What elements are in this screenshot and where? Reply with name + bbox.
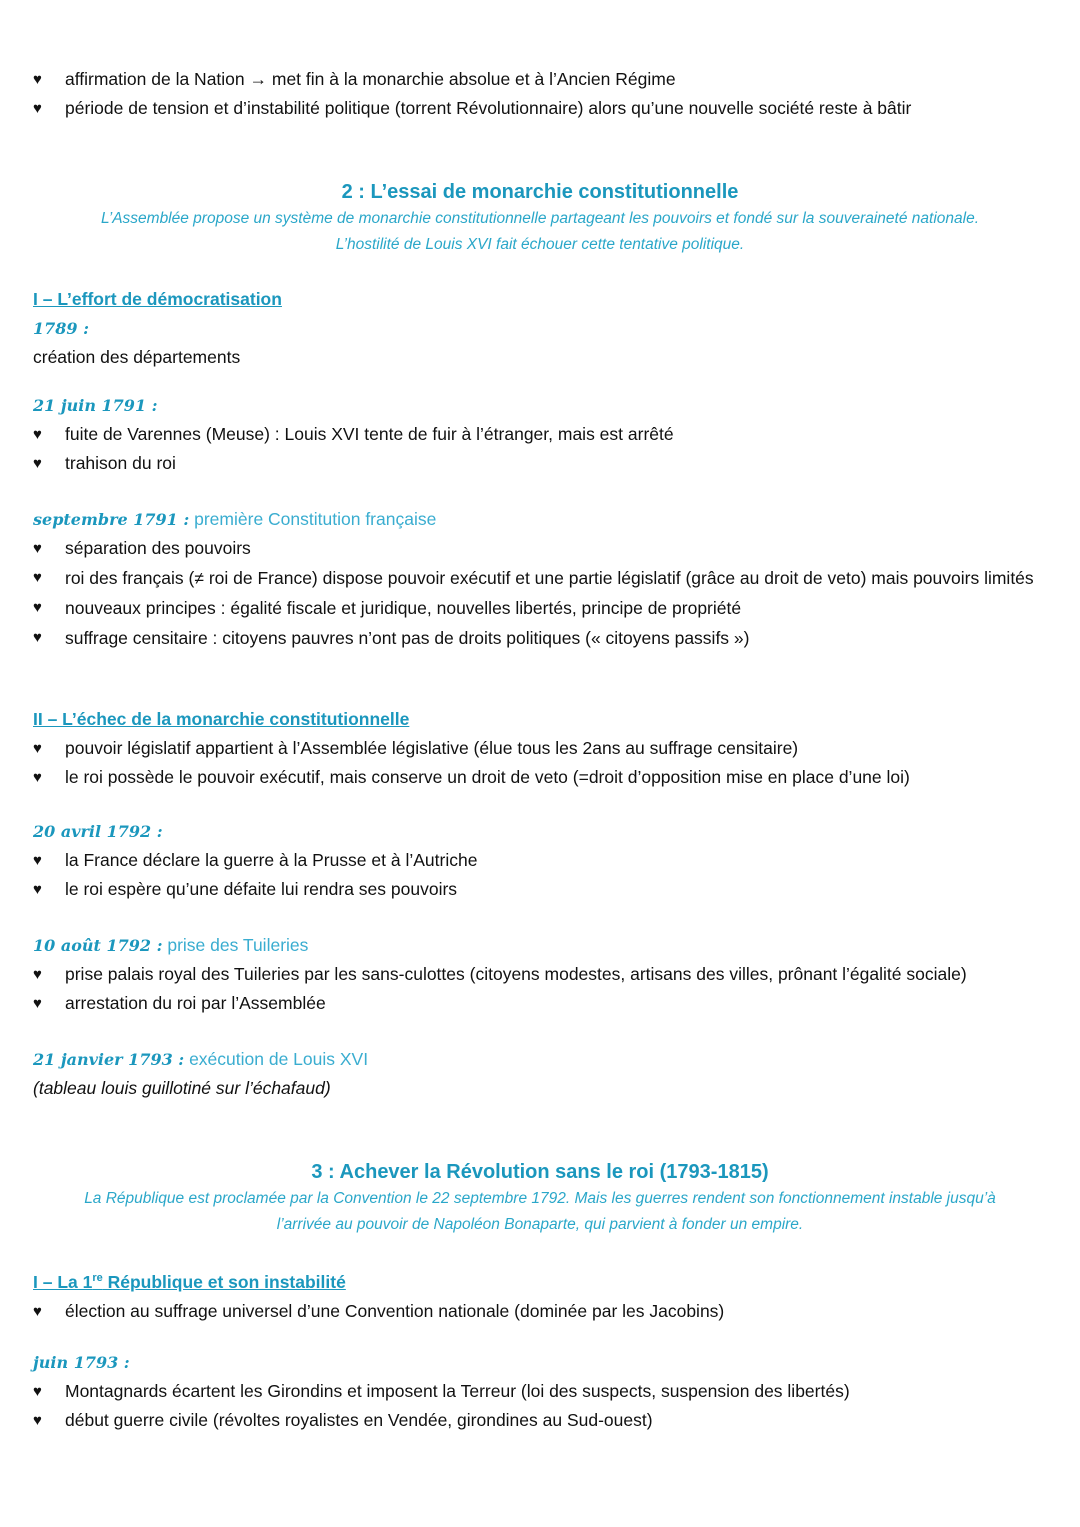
list-item [33,65,1040,94]
item-text: début guerre civile (révoltes royalistes en Vendée, girondines au Sud-ouest) [65,1410,653,1430]
heart-icon: ♥ [33,1383,42,1400]
list-item [33,420,1040,449]
date-block [33,1348,1040,1435]
item-text: arrestation du roi par l’Assemblée [65,993,326,1013]
heart-icon: ♥ [33,966,42,983]
item-text: roi des français (≠ roi de France) dispose pouvoir exécutif et une partie législatif (grâce au droit de veto) mais pouvoirs limités [65,568,1034,588]
list-item [33,1406,1040,1435]
date-label: 10 août 1792 : [33,936,163,955]
heart-icon: ♥ [33,881,42,898]
list-item [33,449,1040,478]
item-text: nouveaux principes : égalité fiscale et juridique, nouvelles libertés, principe de propriété [65,598,742,618]
title-sup: re [92,1272,103,1284]
item-text: affirmation de la Nation → met fin à la monarchie absolue et à l’Ancien Régime [65,69,676,89]
date-event: prise des Tuileries [167,935,309,955]
note: (tableau louis guillotiné sur l’échafaud) [33,1078,331,1098]
item-text: période de tension et d’instabilité politique (torrent Révolutionnaire) alors qu’une nouvelle société reste à bâtir [65,98,912,118]
date-block [33,391,1040,478]
date-block [33,931,1040,1018]
section-subtitle [30,1186,1050,1238]
list-item [33,534,1040,563]
title-part: I – La 1 [33,1271,93,1292]
subsection-title: I – L’effort de démocratisation [33,289,282,309]
list-item [33,1377,1040,1406]
item-text: le roi espère qu’une défaite lui rendra ses pouvoirs [65,879,458,899]
item-text: fuite de Varennes (Meuse) : Louis XVI tente de fuir à l’étranger, mais est arrêté [65,424,674,444]
subsection-title: II – L’échec de la monarchie constitutionnelle [33,709,410,729]
heart-icon: ♥ [33,740,42,757]
date-block [33,505,1040,653]
item-text: élection au suffrage universel d’une Convention nationale (dominée par les Jacobins) [65,1300,725,1321]
date-block [33,817,1040,904]
list-item [33,734,1040,763]
heart-icon: ♥ [33,569,42,586]
list-item [33,1297,1040,1326]
date-label: 1789 : [33,319,90,338]
date-label: 20 avril 1792 : [33,822,163,841]
subtitle-line: L’hostilité de Louis XVI fait échouer cette tentative politique. [335,236,745,253]
list-item [33,94,1040,123]
list-item [33,593,1040,623]
date-label: 21 juin 1791 : [33,396,158,415]
item-text: la France déclare la guerre à la Prusse et à l’Autriche [65,850,478,870]
date-event: première Constitution française [194,509,437,529]
date-event: exécution de Louis XVI [189,1049,369,1069]
heart-icon: ♥ [33,852,42,869]
date-block [33,1045,1040,1103]
date-label: juin 1793 : [33,1353,130,1372]
subsection [33,705,1040,792]
heart-icon: ♥ [33,540,42,557]
heart-icon: ♥ [33,455,42,472]
subtitle-line: l’arrivée au pouvoir de Napoléon Bonaparte, qui parvient à fonder un empire. [276,1216,804,1233]
section-title: 2 : L’essai de monarchie constitutionnelle [341,181,739,203]
list-item [33,846,1040,875]
heart-icon: ♥ [33,1302,42,1320]
intro-list [33,65,1040,123]
subtitle-line: L’Assemblée propose un système de monarchie constitutionnelle partageant les pouvoirs et fondé sur la souveraineté nationale. [100,210,979,227]
section-subtitle [0,206,1080,258]
heart-icon: ♥ [33,426,42,443]
date-label: septembre 1791 : [33,510,190,529]
subsection [33,1264,1040,1326]
item-text: trahison du roi [65,453,176,473]
item-text: Montagnards écartent les Girondins et imposent la Terreur (loi des suspects, suspension des libertés) [65,1381,850,1401]
list-item [33,763,1040,792]
heart-icon: ♥ [33,100,42,117]
date-label: 21 janvier 1793 : [33,1050,185,1069]
item-text: suffrage censitaire : citoyens pauvres n’ont pas de droits politiques (« citoyens passifs ») [65,628,750,648]
list-item [33,623,1040,653]
item-text: création des départements [33,347,241,367]
list-item [33,960,1040,989]
list-item [33,989,1040,1018]
item-text: prise palais royal des Tuileries par les sans-culottes (citoyens modestes, artisans des villes, prônant l’égalité sociale) [65,964,967,984]
subsection-title [33,1264,1040,1297]
heart-icon: ♥ [33,995,42,1012]
item-text: le roi possède le pouvoir exécutif, mais conserve un droit de veto (=droit d’opposition mise en place d’une loi) [65,767,910,787]
subsection [33,285,1040,372]
heart-icon: ♥ [33,71,42,88]
subtitle-line: La République est proclamée par la Convention le 22 septembre 1792. Mais les guerres rendent son fonctionnement instable jusqu’à [84,1190,996,1207]
item-text: pouvoir législatif appartient à l’Assemblée législative (élue tous les 2ans au suffrage censitaire) [65,738,799,758]
item-text: séparation des pouvoirs [65,538,251,558]
list-item [33,875,1040,904]
heart-icon: ♥ [33,1412,42,1429]
title-part: République et son instabilité [102,1271,346,1292]
heart-icon: ♥ [33,629,42,646]
heart-icon: ♥ [33,769,42,786]
heart-icon: ♥ [33,599,42,616]
list-item [33,563,1040,593]
section-title: 3 : Achever la Révolution sans le roi (1793-1815) [311,1161,769,1183]
